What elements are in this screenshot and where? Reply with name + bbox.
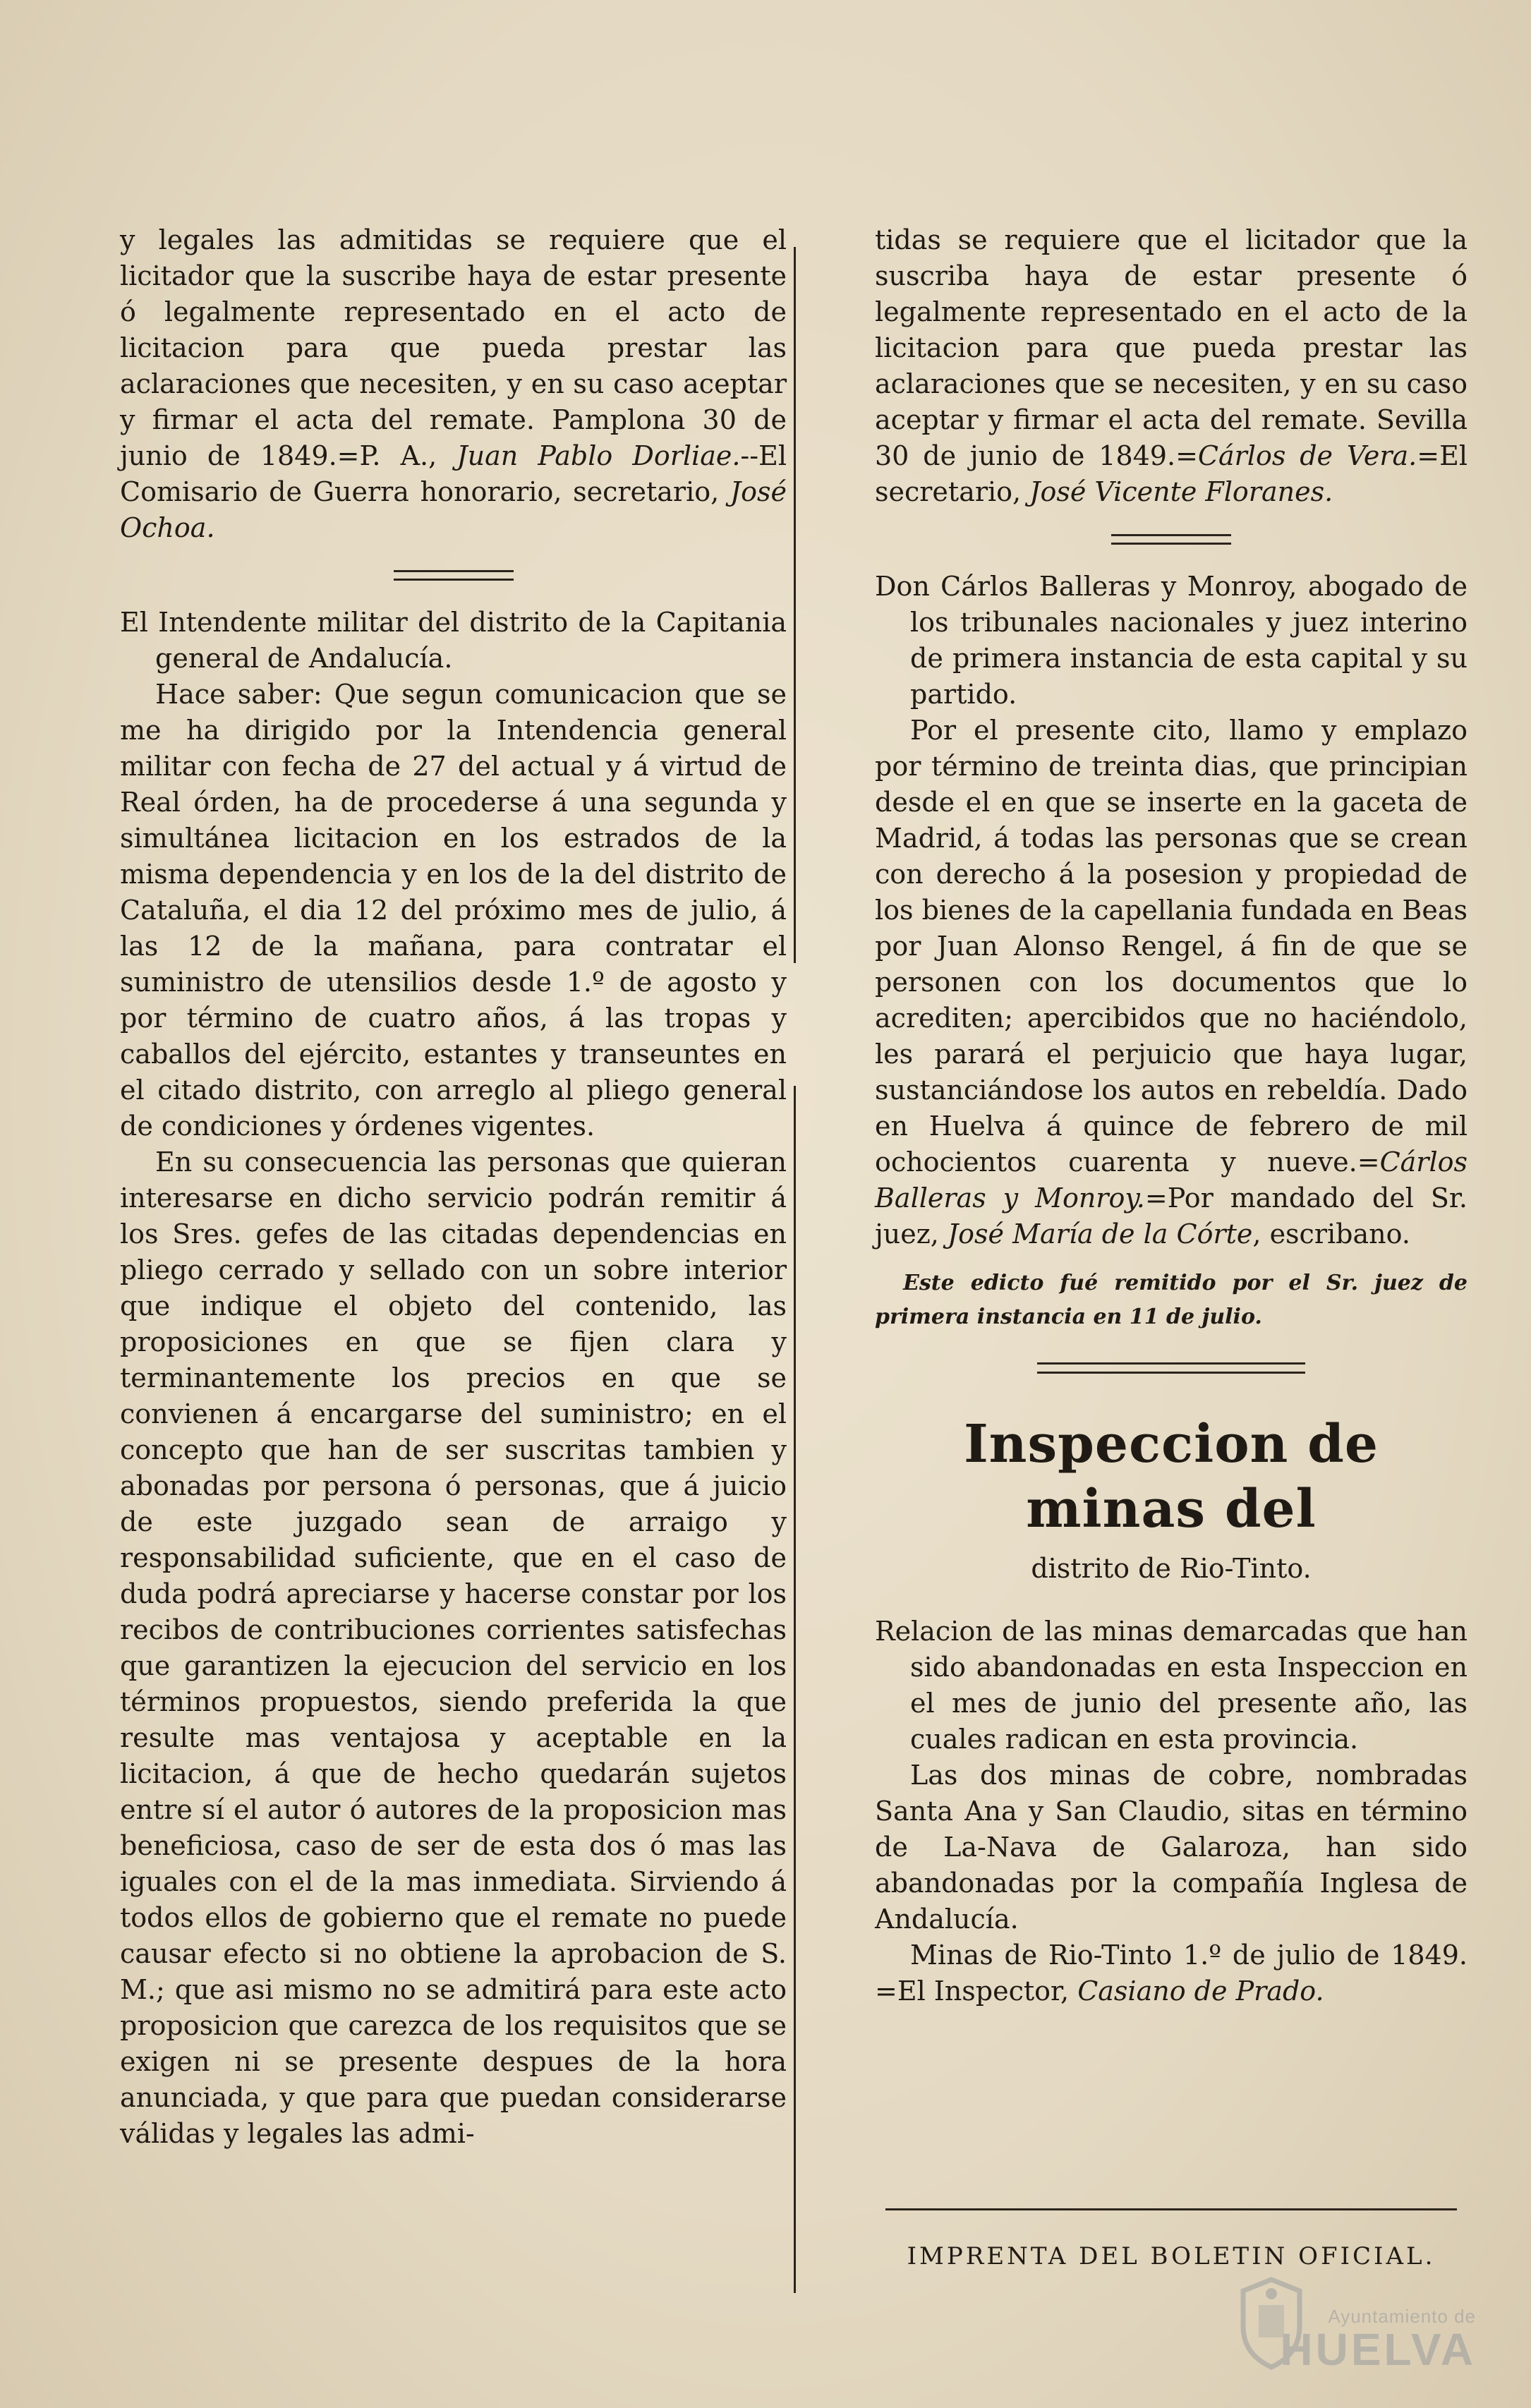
signer-name: Cárlos de Vera. [1197, 440, 1417, 471]
mines-signature: Minas de Rio-Tinto 1.º de julio de 1849. =El Inspector, Casiano de Prado. [875, 1940, 1468, 2007]
watermark-name: HUELVA [1280, 2324, 1476, 2375]
column-divider [794, 247, 796, 2293]
sevilla-notice-ending: tidas se requiere que el licitador que la suscriba haya de estar presente ó legalmente representado en el acto de la licitacion para que pueda prestar las aclaraciones que se necesiten, y en su caso aceptar y firmar el acta del remate. Sevilla 30 de junio de 1849.=Cárlos de Vera.=El secretario, José Vicente Floranes. [875, 224, 1468, 507]
archive-watermark [1222, 2267, 1476, 2380]
right-column [875, 222, 1468, 2009]
clerk-name: José María de la Córte [947, 1218, 1253, 1250]
inspector-name: Casiano de Prado. [1077, 1976, 1324, 2007]
edict-body: Por el presente cito, llamo y emplazo por término de treinta dias, que principian desde el en que se inserte en la gaceta de Madrid, á todas las personas que se crean con derecho á la posesion y propiedad de los bienes de la capellania fundada en Beas por Juan Alonso Rengel, á fin de que se personen con los documentos que lo acrediten; apercibidos que no haciéndolo, les parará el perjuicio que haya lugar, sustanciándose los autos en rebeldía. Dado en Huelva á quince de febrero de mil ochocientos cuarenta y nueve.=Cárlos Balleras y Monroy.=Por mandado del Sr. juez, José María de la Córte, escribano. [875, 715, 1468, 1250]
pamplona-notice-ending: y legales las admitidas se requiere que el licitador que la suscribe haya de estar presente ó legalmente representado en el acto de licitacion para que pueda prestar las aclaraciones que necesiten, y en su caso aceptar y firmar el acta del remate. Pamplona 30 de junio de 1849.=P. A., Juan Pablo Dorliae.--El Comisario de Guerra honorario, secretario, José Ochoa. [120, 224, 787, 543]
edict-note: Este edicto fué remitido por el Sr. juez de primera instancia en 11 de julio. [875, 1271, 1468, 1329]
section-divider [1111, 534, 1231, 545]
intendente-paragraph-1: Hace saber: Que segun comunicacion que se me ha dirigido por la Intendencia general militar con fecha de 27 del actual y á virtud de Real órden, ha de procederse á una segunda y simultánea licitacion en los estrados de la misma dependencia y en los de la del distrito de Cataluña, el dia 12 del próximo mes de julio, á las 12 de la mañana, para contratar el suministro de utensilios desde 1.º de agosto y por término de cuatro años, á las tropas y caballos del ejército, estantes y transeuntes en el citado distrito, con arreglo al pliego general de condiciones y órdenes vigentes. [120, 679, 787, 1142]
section-divider-wide [1037, 1362, 1305, 1374]
left-column [120, 222, 787, 2152]
printer-imprint: IMPRENTA DEL BOLETIN OFICIAL. [907, 2242, 1436, 2270]
mines-heading: Relacion de las minas demarcadas que han sido abandonadas en esta Inspeccion en el mes de junio del presente año, las cuales radican en esta provincia. [875, 1616, 1468, 1755]
mines-paragraph-1: Las dos minas de cobre, nombradas Santa Ana y San Claudio, sitas en término de La-Nava de Galaroza, han sido abandonadas por la compañía Inglesa de Andalucía. [875, 1760, 1468, 1935]
secretary-name: José Vicente Floranes. [1029, 476, 1333, 507]
watermark-caption: Ayuntamiento de [1328, 2306, 1476, 2327]
section-title: Inspeccion de minas del [964, 1414, 1379, 1539]
intendente-paragraph-2: En su consecuencia las personas que quieran interesarse en dicho servicio podrán remitir á los Sres. gefes de las citadas dependencias en pliego cerrado y sellado con un sobre interior que indique el objeto del contenido, las proposiciones en que se fijen clara y terminantemente los precios en que se convienen á encargarse del suministro; en el concepto que han de ser suscritas tambien y abonadas por persona ó personas, que á juicio de este juzgado sean de arraigo y responsabilidad suficiente, que en el caso de duda podrá apreciarse y hacerse constar por los recibos de contribuciones corrientes satisfechas que garantizen la ejecucion del servicio en los términos propuestos, siendo preferida la que resulte mas ventajosa y aceptable en la licitacion, á que de hecho quedarán sujetos entre sí el autor ó autores de la proposicion mas beneficiosa, caso de ser de esta dos ó mas las iguales con el de la mas inmediata. Sirviendo á todos ellos de gobierno que el remate no puede causar efecto si no obtiene la aprobacion de S. M.; que asi mismo no se admitirá para este acto proposicion que carezca de los requisitos que se exigen ni se presente despues de la hora anunciada, y que para que puedan considerarse válidas y legales las admi- [120, 1146, 787, 2149]
intendente-heading: El Intendente militar del distrito de la Capitania general de Andalucía. [120, 607, 787, 674]
judge-name: Cárlos Balleras y Monroy. [875, 1146, 1468, 1214]
printer-rule [885, 2208, 1457, 2210]
secretary-name: José Ochoa. [120, 476, 787, 543]
signer-name: Juan Pablo Dorliae. [456, 440, 741, 471]
section-subtitle: distrito de Rio-Tinto. [1031, 1553, 1312, 1584]
edict-heading: Don Cárlos Balleras y Monroy, abogado de los tribunales nacionales y juez interino de primera instancia de esta capital y su partido. [875, 571, 1468, 710]
section-divider [394, 570, 514, 581]
